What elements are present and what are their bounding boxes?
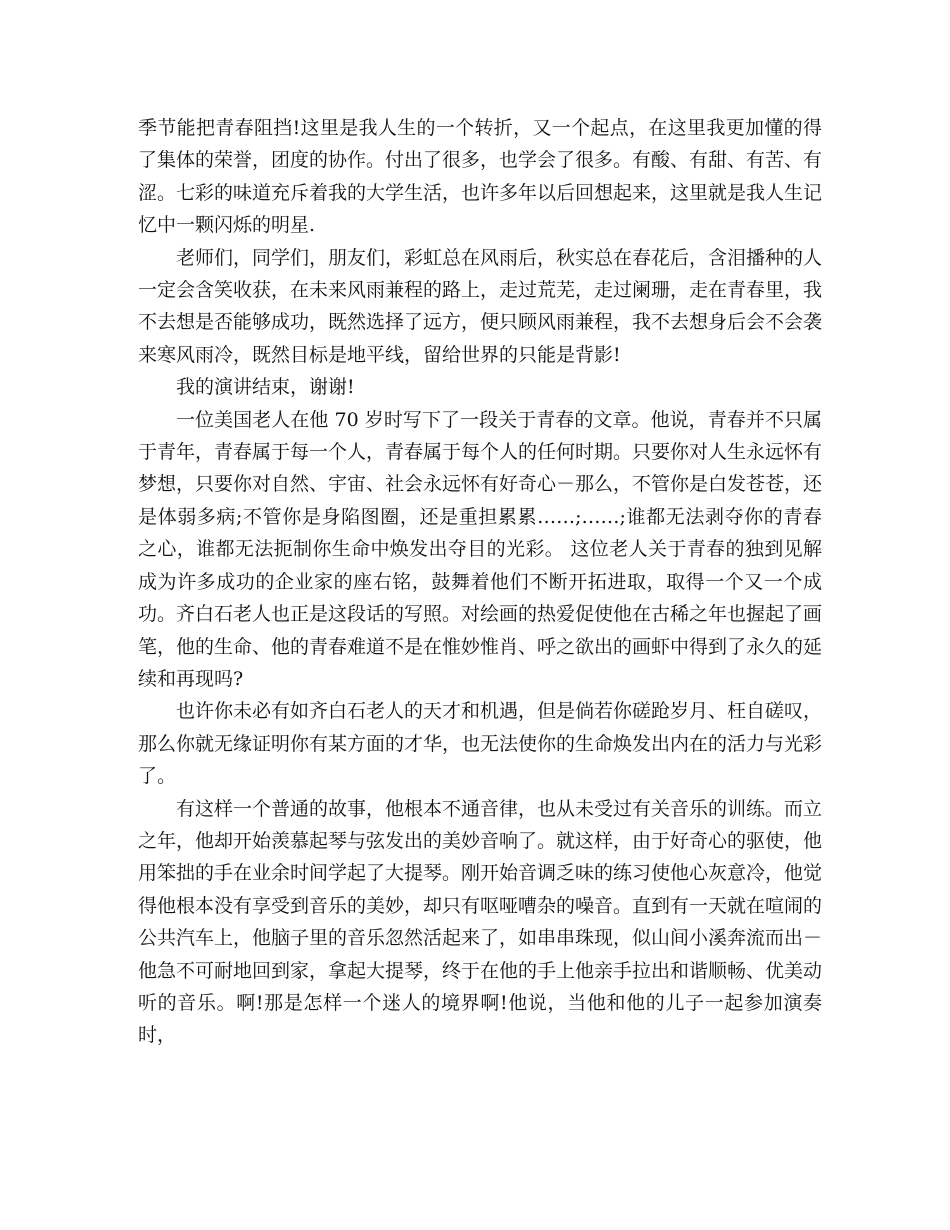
- paragraph-3: 我的演讲结束，谢谢!: [176, 376, 355, 399]
- paragraph-4: 一位美国老人在他 70 岁时写下了一段关于青春的文章。他说，青春并不只属于青年，青春属于每一个人，青春属于每个人的任何时期。只要你对人生永远怀有梦想，只要你对自然、宇宙、社会永远怀有好奇心－那么，不管你是白发苍苍，还是体弱多病;不管你是身陷图圈，还是重担累累……;……;谁都无法剥夺你的青春之心，谁都无法扼制你生命中焕发出夺目的光彩。 这位老人关于青春的独到见解成为许多成功的企业家的座右铭，鼓舞着他们不断开拓进取，取得一个又一个成功。齐白石老人也正是这段话的写照。对绘画的热爱促使他在古稀之年也握起了画笔，他的生命、他的青春难道不是在惟妙惟肖、呼之欲出的画虾中得到了永久的延续和再现吗?: [138, 408, 823, 690]
- paragraph-1: 季节能把青春阻挡!这里是我人生的一个转折，又一个起点，在这里我更加懂的得了集体的荣誉，团度的协作。付出了很多，也学会了很多。有酸、有甜、有苦、有涩。七彩的味道充斥着我的大学生活，也许多年以后回想起来，这里就是我人生记忆中一颗闪烁的明星.: [138, 117, 823, 237]
- document-page: [138, 112, 822, 1052]
- paragraph-6: 有这样一个普通的故事，他根本不通音律，也从未受过有关音乐的训练。而立之年，他却开始羡慕起琴与弦发出的美妙音响了。就这样，由于好奇心的驱使，他用笨拙的手在业余时间学起了大提琴。刚开始音调乏味的练习使他心灰意冷，他觉得他根本没有享受到音乐的美妙，却只有呕哑嘈杂的噪音。直到有一天就在喧闹的公共汽车上，他脑子里的音乐忽然活起来了，如串串珠现，似山间小溪奔流而出－他急不可耐地回到家，拿起大提琴，终于在他的手上他亲手拉出和谐顺畅、优美动听的音乐。啊!那是怎样一个迷人的境界啊!他说，当他和他的儿子一起参加演奏时，: [138, 797, 823, 1047]
- paragraph-2: 老师们，同学们，朋友们，彩虹总在风雨后，秋实总在春花后，含泪播种的人一定会含笑收获，在未来风雨兼程的路上，走过荒芜，走过阑珊，走在青春里，我不去想是否能够成功，既然选择了远方，便只顾风雨兼程，我不去想身后会不会袭来寒风雨冷，既然目标是地平线，留给世界的只能是背影!: [138, 246, 823, 366]
- paragraph-5: 也许你未必有如齐白石老人的天才和机遇，但是倘若你磋跄岁月、枉自磋叹，那么你就无缘证明你有某方面的才华，也无法使你的生命焕发出内在的活力与光彩了。: [138, 700, 823, 788]
